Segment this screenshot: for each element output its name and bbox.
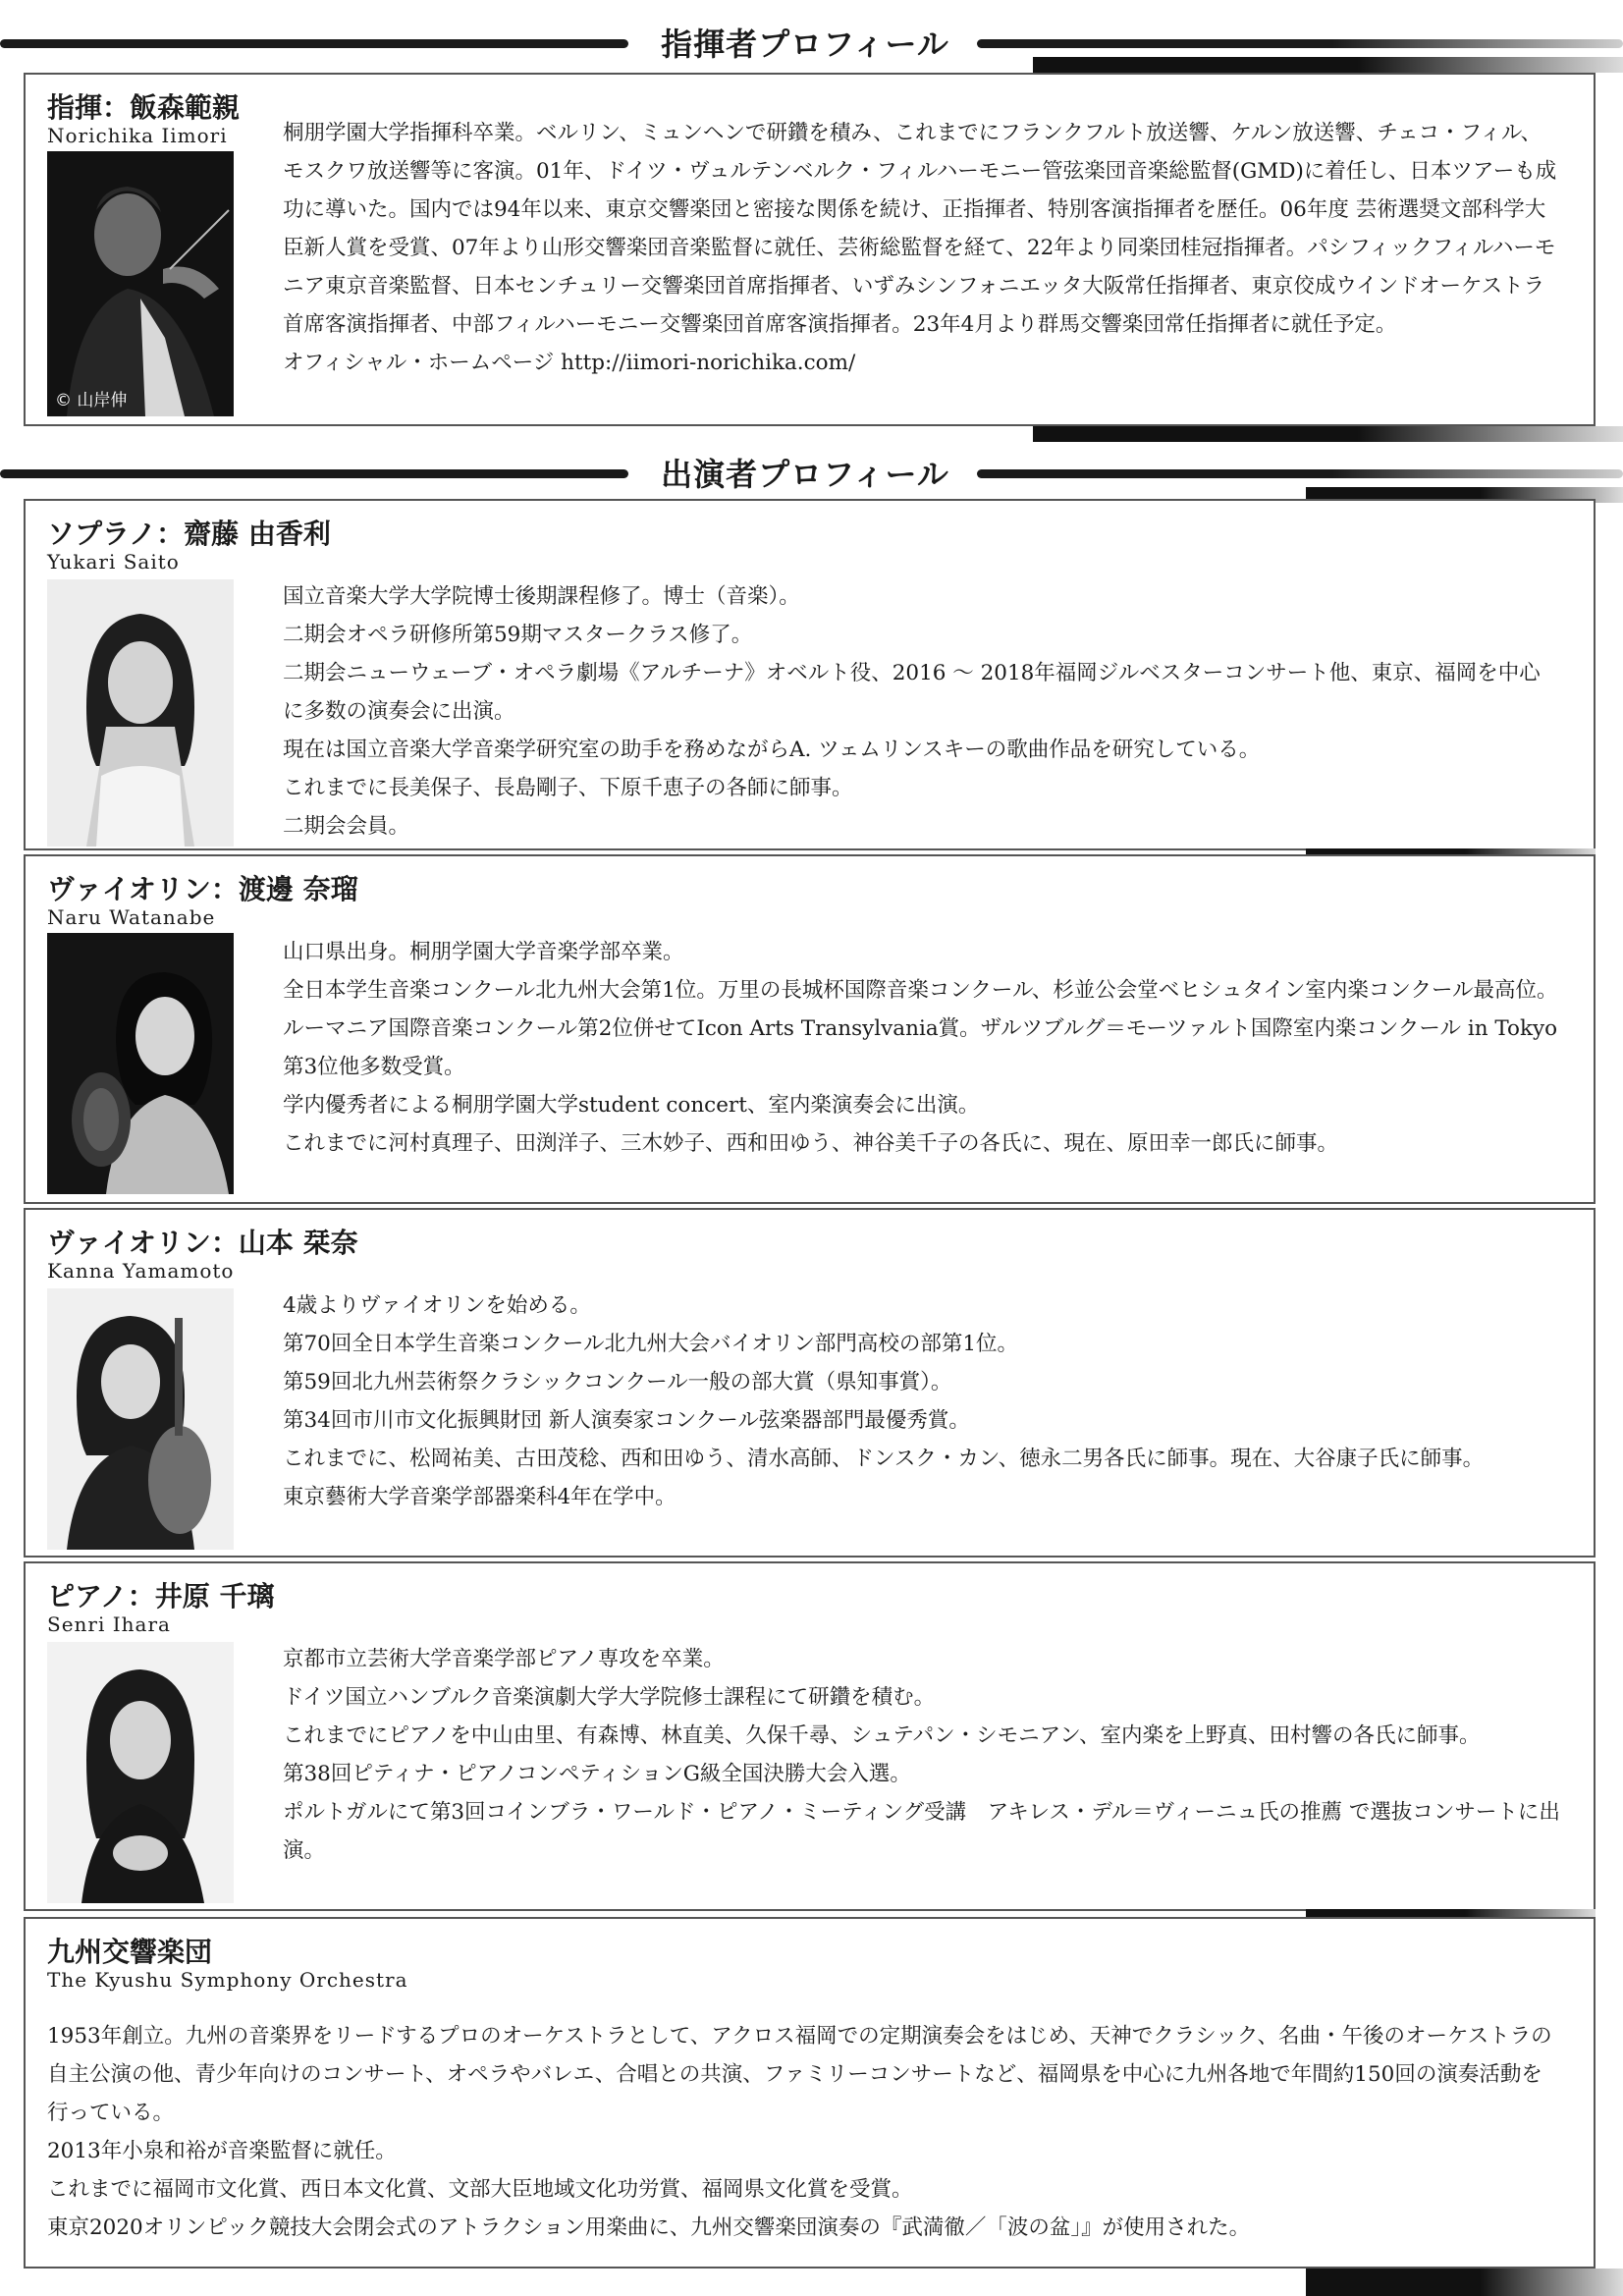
performer-profile-violin-2: [24, 1208, 1596, 1558]
performer-bio: [283, 1640, 1560, 1870]
header-rule-right: [977, 469, 1623, 478]
bio-line: 京都市立芸術大学音楽学部ピアノ専攻を卒業。: [283, 1647, 725, 1671]
orchestra-profile: [24, 1917, 1596, 2269]
bio-line: 二期会オペラ研修所第59期マスタークラス修了。: [283, 623, 753, 647]
conductor-bio: [283, 114, 1558, 382]
performer-profile-soprano: [24, 499, 1596, 850]
bio-line: これまでに河村真理子、田渕洋子、三木妙子、西和田ゆう、神谷美千子の各氏に、現在、原田幸一郎氏に師事。: [283, 1131, 1339, 1156]
conductor-profile: [24, 73, 1596, 426]
bio-line: これまでにピアノを中山由里、有森博、林直美、久保千尋、シュテパン・シモニアン、室内楽を上野真、田村響の各氏に師事。: [283, 1723, 1481, 1748]
bio-line: 二期会会員。: [283, 814, 410, 839]
corner-bar: [1306, 1909, 1596, 1917]
conductor-photo: [47, 151, 234, 416]
bio-line: これまでに長美保子、長島剛子、下原千恵子の各師に師事。: [283, 776, 853, 800]
bio-line: ドイツ国立ハンブルク音楽演劇大学大学院修士課程にて研鑽を積む。: [283, 1685, 936, 1710]
bio-line: 現在は国立音楽大学音楽学研究室の助手を務めながらA. ツェムリンスキーの歌曲作品を研究している。: [283, 738, 1261, 762]
section-title: 出演者プロフィール: [661, 456, 949, 493]
header-rule-left: [0, 39, 628, 48]
performer-name-en: Yukari Saito: [47, 550, 180, 574]
bio-line: ポルトガルにて第3回コインブラ・ワールド・ピアノ・ミーティング受講 アキレス・デル＝ヴィーニュ氏の推薦 で選抜コンサートに出演。: [283, 1800, 1560, 1863]
performer-name: ヴァイオリン：渡邊 奈瑠: [47, 873, 358, 905]
bio-line: 2013年小泉和裕が音楽監督に就任。: [47, 2139, 397, 2163]
performer-profile-piano: [24, 1561, 1596, 1911]
bio-line: 東京藝術大学音楽学部器楽科4年在学中。: [283, 1485, 676, 1509]
bio-line: 国立音楽大学大学院博士後期課程修了。博士（音楽）。: [283, 584, 800, 609]
bio-line: 山口県出身。桐朋学園大学音楽学部卒業。: [283, 940, 684, 964]
header-rule-left: [0, 469, 628, 478]
section-title: 指揮者プロフィール: [661, 26, 949, 63]
photo-credit: © 山岸伸: [55, 391, 128, 410]
orchestra-name-en: The Kyushu Symphony Orchestra: [47, 1968, 408, 1992]
conductor-name-en: Norichika Iimori: [47, 124, 228, 147]
official-homepage: オフィシャル・ホームページ http://iimori-norichika.com/: [283, 351, 856, 375]
orchestra-bio: [47, 2017, 1560, 2247]
performer-photo: [47, 1288, 234, 1550]
corner-bar: [1033, 426, 1623, 442]
bio-line: 二期会ニューウェーブ・オペラ劇場《アルチーナ》オベルト役、2016 ～ 2018年福岡ジルベスターコンサート他、東京、福岡を中心に多数の演奏会に出演。: [283, 661, 1541, 724]
bio-line: 第34回市川市文化振興財団 新人演奏家コンクール弦楽器部門最優秀賞。: [283, 1408, 970, 1433]
bio-line: 第59回北九州芸術祭クラシックコンクール一般の部大賞（県知事賞）。: [283, 1370, 952, 1394]
performer-photo: [47, 579, 234, 847]
performer-name-en: Naru Watanabe: [47, 905, 216, 929]
bio-line: これまでに福岡市文化賞、西日本文化賞、文部大臣地域文化功労賞、福岡県文化賞を受賞。: [47, 2177, 913, 2202]
corner-bar: [1306, 2269, 1623, 2296]
performer-photo: [47, 1642, 234, 1903]
bio-line: 4歳よりヴァイオリンを始める。: [283, 1293, 591, 1318]
orchestra-name: 九州交響楽団: [47, 1936, 213, 1968]
performer-bio: [283, 1286, 1560, 1516]
bio-line: 第70回全日本学生音楽コンクール北九州大会バイオリン部門高校の部第1位。: [283, 1332, 1019, 1356]
bio-line: これまでに、松岡祐美、古田茂稔、西和田ゆう、清水高師、ドンスク・カン、徳永二男各氏に師事。現在、大谷康子氏に師事。: [283, 1447, 1485, 1471]
performer-name: ピアノ：井原 千璃: [47, 1580, 275, 1613]
header-rule-right: [977, 39, 1623, 48]
bio-line: 学内優秀者による桐朋学園大学student concert、室内楽演奏会に出演。: [283, 1093, 980, 1118]
performer-name-en: Kanna Yamamoto: [47, 1259, 235, 1283]
performer-bio: [283, 577, 1560, 846]
bio-line: 1953年創立。九州の音楽界をリードするプロのオーケストラとして、アクロス福岡での定期演奏会をはじめ、天神でクラシック、名曲・午後のオーケストラの自主公演の他、青少年向けのコンサート、オペラやバレエ、合唱との共演、ファミリーコンサートなど、福岡県を中心に九州各地で年間約150回の演奏活動を行っている。: [47, 2024, 1552, 2125]
conductor-name: 指揮：飯森範親: [47, 91, 241, 124]
performer-bio: [283, 933, 1560, 1163]
performer-profile-violin-1: [24, 854, 1596, 1204]
performer-name-en: Senri Ihara: [47, 1613, 171, 1636]
performer-name: ソプラノ：齋藤 由香利: [47, 518, 331, 550]
performer-name: ヴァイオリン：山本 栞奈: [47, 1227, 358, 1259]
corner-bar: [1033, 57, 1623, 73]
bio-line: 第38回ピティナ・ピアノコンペティションG級全国決勝大会入選。: [283, 1762, 911, 1786]
bio-line: 東京2020オリンピック競技大会閉会式のアトラクション用楽曲に、九州交響楽団演奏の『武満徹／「波の盆」』が使用された。: [47, 2215, 1251, 2240]
performer-photo: [47, 933, 234, 1194]
bio-paragraph: 桐朋学園大学指揮科卒業。ベルリン、ミュンヘンで研鑽を積み、これまでにフランクフルト放送響、ケルン放送響、チェコ・フィル、モスクワ放送響等に客演。01年、ドイツ・ヴュルテンベルク・フィルハーモニー管弦楽団音楽総監督(GMD)に着任し、日本ツアーも成功に導いた。国内では94年以来、東京交響楽団と密接な関係を続け、正指揮者、特別客演指揮者を歴任。06年度 芸術選奨文部科学大臣新人賞を受賞、07年より山形交響楽団音楽監督に就任、芸術総監督を経て、22年より同楽団桂冠指揮者。パシフィックフィルハーモニア東京音楽監督、日本センチュリー交響楽団首席指揮者、いずみシンフォニエッタ大阪常任指揮者、東京佼成ウインドオーケストラ首席客演指揮者、中部フィルハーモニー交響楽団首席客演指揮者。23年4月より群馬交響楽団常任指揮者に就任予定。: [283, 121, 1557, 337]
bio-line: 全日本学生音楽コンクール北九州大会第1位。万里の長城杯国際音楽コンクール、杉並公会堂ベヒシュタイン室内楽コンクール最高位。ルーマニア国際音楽コンクール第2位併せてIcon Arts Transylvania賞。ザルツブルグ＝モーツァルト国際室内楽コンクール in Tokyo 第3位他多数受賞。: [283, 978, 1558, 1079]
